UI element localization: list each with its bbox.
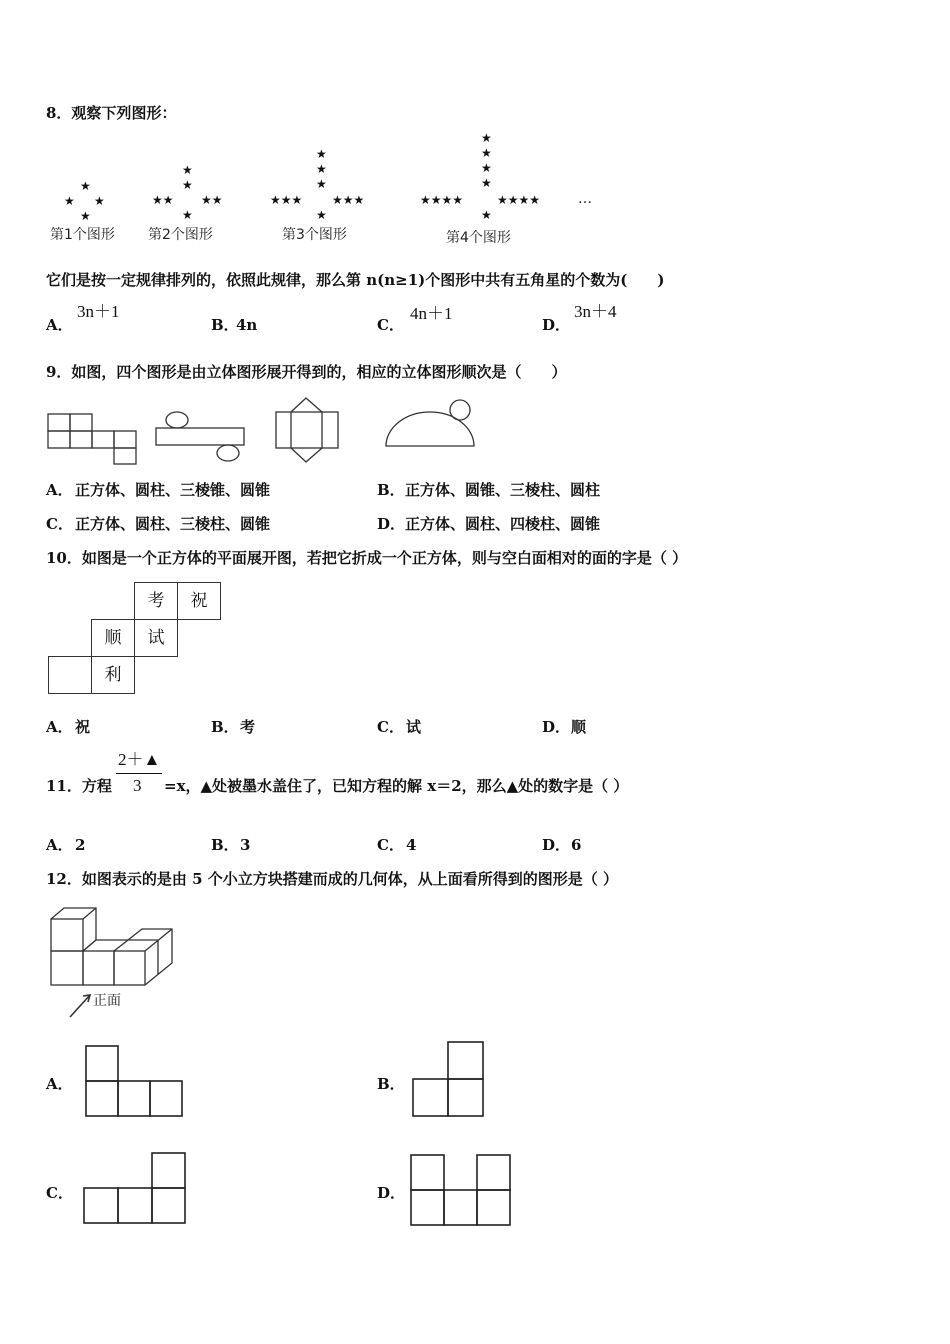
figure-2-stars: [152, 163, 223, 222]
q11-option-b-value: 3: [240, 836, 251, 854]
q11-option-d-value: 6: [571, 836, 582, 854]
svg-text:★: ★: [80, 209, 91, 223]
q8-option-c-label: C．: [377, 316, 404, 334]
q12-option-a-label: A．: [46, 1075, 73, 1093]
q10-option-d-label: D．: [542, 718, 571, 736]
caption-2: 第2个图形: [148, 227, 213, 243]
q12-stem: 12．如图表示的是由 5 个小立方块搭建而成的几何体，从上面看所得到的图形是（ ）: [46, 870, 618, 888]
prism-net-figure: [276, 398, 338, 462]
svg-text:★: ★: [481, 131, 492, 145]
q12-option-b-figure: [411, 1040, 487, 1120]
q8-option-d-value: 3n＋4: [574, 302, 617, 321]
q11-option-c-value: 4: [406, 836, 417, 854]
svg-text:★: ★: [481, 208, 492, 222]
svg-text:★: ★: [94, 194, 105, 208]
net-cell-kao: 考: [134, 582, 178, 620]
svg-text:★: ★: [80, 179, 91, 193]
svg-text:★★★★: ★★★★: [420, 193, 464, 207]
q9-option-b-label: B．: [377, 481, 405, 499]
q10-option-c-label: C．: [377, 718, 404, 736]
svg-text:★: ★: [316, 208, 327, 222]
caption-3: 第3个图形: [282, 227, 347, 243]
q11-option-a-label: A．: [46, 836, 73, 854]
cylinder-net-figure: [156, 412, 244, 461]
q9-option-c-value: 正方体、圆柱、三棱柱、圆锥: [75, 515, 271, 533]
svg-text:★★: ★★: [152, 193, 174, 207]
q11-option-c-label: C．: [377, 836, 404, 854]
q12-option-a-figure: [84, 1044, 188, 1120]
svg-text:★: ★: [64, 194, 75, 208]
q10-option-a-label: A．: [46, 718, 73, 736]
q11-denominator: 3: [133, 776, 142, 795]
figure-4-stars: [420, 131, 540, 222]
svg-text:★: ★: [316, 162, 327, 176]
q11-numerator: 2＋▲: [118, 750, 161, 769]
cube-net-figure: [48, 414, 136, 464]
svg-text:★: ★: [182, 163, 193, 177]
q10-option-c-value: 试: [406, 718, 422, 736]
q10-option-b-value: 考: [240, 718, 256, 736]
q9-option-d-value: 正方体、圆柱、四棱柱、圆锥: [405, 515, 601, 533]
q8-option-a-label: A．: [46, 316, 73, 334]
q10-stem: 10．如图是一个正方体的平面展开图，若把它折成一个正方体，则与空白面相对的面的字是（ ）: [46, 549, 688, 567]
q10-option-d-value: 顺: [571, 718, 587, 736]
svg-text:★★: ★★: [201, 193, 223, 207]
ellipsis: …: [578, 191, 592, 207]
svg-text:★: ★: [182, 178, 193, 192]
q8-option-c-value: 4n＋1: [410, 304, 453, 323]
q8-option-d-label: D．: [542, 316, 571, 334]
q11-fraction-bar: [116, 773, 162, 774]
net-cell-shun: 顺: [91, 619, 135, 657]
figure-3-stars: [270, 147, 364, 222]
q8-option-b-value: 4n: [236, 316, 258, 334]
q8-question: 它们是按一定规律排列的，依照此规律，那么第 n(n≥1)个图形中共有五角星的个数为( ): [46, 271, 665, 289]
q12-option-d-figure: [409, 1153, 513, 1229]
q8-star-figures: [46, 128, 606, 248]
svg-text:★★★: ★★★: [332, 193, 365, 207]
q12-option-d-label: D．: [377, 1184, 406, 1202]
q9-option-c-label: C．: [46, 515, 73, 533]
svg-text:★: ★: [481, 146, 492, 160]
net-cell-zhu: 祝: [177, 582, 221, 620]
q9-net-figures: [46, 398, 486, 470]
net-cell-shi: 试: [134, 619, 178, 657]
svg-text:★: ★: [316, 147, 327, 161]
q9-option-b-value: 正方体、圆锥、三棱柱、圆柱: [405, 481, 601, 499]
svg-text:★: ★: [316, 177, 327, 191]
svg-text:★★★★: ★★★★: [497, 193, 541, 207]
svg-text:★: ★: [182, 208, 193, 222]
caption-1: 第1个图形: [50, 227, 115, 243]
q11-suffix: =x，▲处被墨水盖住了，已知方程的解 x＝2，那么▲处的数字是（ ）: [164, 777, 629, 795]
q12-option-b-label: B．: [377, 1075, 405, 1093]
q8-option-a-value: 3n＋1: [77, 302, 120, 321]
svg-text:★★★: ★★★: [270, 193, 303, 207]
front-label: 正面: [93, 993, 121, 1009]
cone-net-figure: [386, 400, 474, 446]
q12-solid-figure: [46, 905, 186, 1025]
net-cell-li: 利: [91, 656, 135, 694]
q9-option-d-label: D．: [377, 515, 406, 533]
q11-option-d-label: D．: [542, 836, 571, 854]
q9-stem: 9．如图，四个图形是由立体图形展开得到的，相应的立体图形顺次是（ ）: [46, 363, 567, 381]
svg-text:★: ★: [481, 161, 492, 175]
q12-option-c-figure: [82, 1151, 188, 1227]
q10-option-a-value: 祝: [75, 718, 91, 736]
net-cell-blank: [48, 656, 92, 694]
q11-option-a-value: 2: [75, 836, 86, 854]
q11-prefix: 11．方程: [46, 777, 112, 795]
q11-option-b-label: B．: [211, 836, 239, 854]
q8-stem: 8．观察下列图形：: [46, 104, 177, 122]
q12-option-c-label: C．: [46, 1184, 73, 1202]
q9-option-a-label: A．: [46, 481, 73, 499]
q8-option-b-label: B．: [211, 316, 239, 334]
q10-option-b-label: B．: [211, 718, 239, 736]
caption-4: 第4个图形: [446, 230, 511, 246]
svg-text:★: ★: [481, 176, 492, 190]
figure-1-stars: [64, 179, 105, 223]
q9-option-a-value: 正方体、圆柱、三棱锥、圆锥: [75, 481, 271, 499]
